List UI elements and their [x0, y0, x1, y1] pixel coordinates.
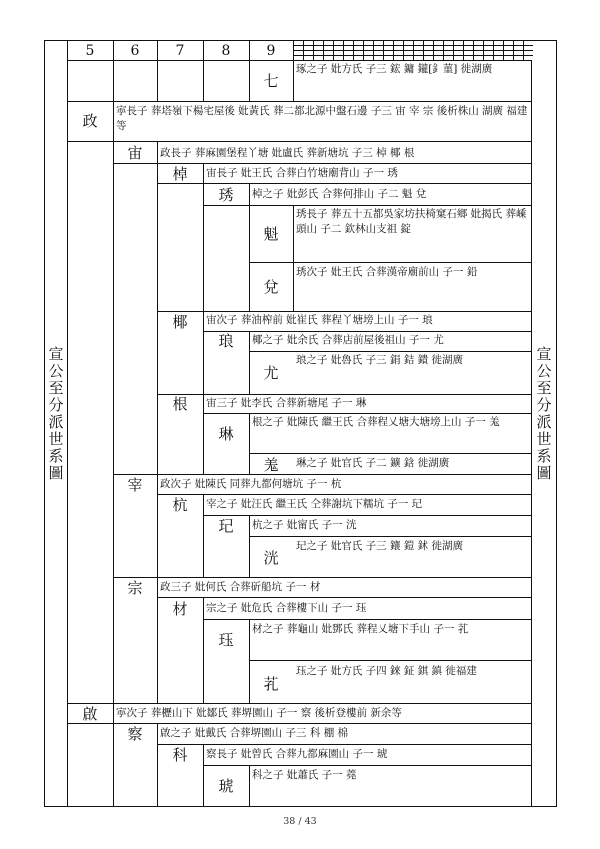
- entry-ye-text: 宙次子 葬油榨前 妣崔氏 葬程丫塘塝上山 子一 琅: [206, 314, 433, 326]
- entry-zhou-text: 政長子 葬麻園堡程丫塘 妣盧氏 葬新塘坑 子三 棹 椰 根: [160, 147, 415, 159]
- side-title-right: 宣 公 至 分 派 世 系 圖: [536, 345, 552, 482]
- name-you: 尤: [263, 364, 279, 382]
- name-cai: 材: [172, 600, 188, 618]
- entry-dui-text: 琇次子 妣王氏 合葬漢帝廟前山 子一 鉛: [296, 266, 478, 278]
- name-hu: 琥: [218, 777, 234, 795]
- name-lang: 琅: [218, 332, 234, 350]
- name-zheng: 政: [82, 112, 98, 130]
- name-qi2: 玘: [218, 517, 234, 535]
- name-kou: 芤: [263, 675, 279, 693]
- entry-jue-text: 材之子 葬龜山 妣鄧氏 葬程乂塘下手山 子一 芤: [252, 623, 469, 635]
- page-number: [0, 816, 600, 827]
- name-lin: 琳: [218, 425, 234, 443]
- entry-hu-text: 科之子 妣蕭氏 子一 蕘: [252, 769, 357, 781]
- entry-you-text: 琅之子 妣魯氏 子三 鋗 銡 鐀 徙湖廣: [296, 354, 464, 366]
- entry-cha-text: 啟之子 妣戴氏 合葬堺園山 子三 科 棚 棉: [160, 727, 349, 739]
- gen-5-label: 5: [85, 43, 95, 59]
- entry-qi2-text: 杭之子 妣甯氏 子一 洸: [252, 519, 357, 531]
- page-current: 38: [283, 816, 296, 827]
- name-dui: 兌: [263, 278, 279, 296]
- gen-6-label: 6: [130, 43, 140, 59]
- name-cha: 察: [127, 725, 143, 743]
- name-zong: 宗: [127, 579, 143, 597]
- side-title-left: 宣 公 至 分 派 世 系 圖: [48, 345, 64, 482]
- name-hang: 杭: [172, 496, 188, 514]
- name-zhou: 宙: [127, 144, 143, 162]
- name-guang: 洸: [263, 549, 279, 567]
- name-qiang: 羗: [263, 456, 279, 474]
- entry-zai-text: 政次子 妣陳氏 同葬九都何塘坑 子一 杭: [160, 478, 342, 490]
- name-qi: 七: [263, 72, 279, 90]
- entry-qiang-text: 琳之子 妣官氏 子二 鑛 鋡 徙湖廣: [296, 457, 450, 469]
- hatched-header-cell: [293, 40, 533, 60]
- entry-ke-text: 察長子 妣曾氏 合葬九都麻園山 子一 琥: [206, 748, 388, 760]
- name-jue: 珏: [218, 631, 234, 649]
- gen-7-label: 7: [175, 43, 185, 59]
- page-separator: /: [298, 816, 302, 827]
- entry-zheng-text: 𡨴長子 葬塔嶺下楊宅屋後 妣黃氏 葬二都北源中盤石邊 子三 宙 宰 宗 後析株山 湖廣 福建等: [116, 105, 528, 132]
- entry-zhuo-text: 宙長子 妣王氏 合葬白竹塘廟背山 子一 琇: [206, 167, 398, 179]
- entry-zong-text: 政三子 妣何氏 合葬斫船坑 子一 材: [160, 581, 321, 593]
- page-total: 43: [304, 816, 317, 827]
- name-kui: 魁: [263, 225, 279, 243]
- entry-gen-text: 宙三子 妣李氏 合葬新塘尾 子一 琳: [206, 397, 367, 409]
- entry-lin-text: 根之子 妣陳氏 繼王氏 合葬程乂塘大塘塝上山 子一 羗: [252, 416, 500, 428]
- entry-guang-text: 玘之子 妣官氏 子三 鑲 鎧 鉥 徙湖廣: [296, 540, 464, 552]
- entry-qi-text: 琢之子 妣方氏 子三 鋐 鏞 鑨[釒菫] 徙湖廣: [296, 63, 493, 75]
- name-ke: 科: [172, 746, 188, 764]
- entry-qi3-text: 𡨴次子 葬櫪山下 妣鄒氏 葬堺園山 子一 察 後析登樓前 新余等: [116, 707, 402, 719]
- gen-8-label: 8: [221, 43, 231, 59]
- entry-kou-text: 珏之子 妣方氏 子四 錸 鉦 錤 鎮 徙福建: [296, 665, 477, 677]
- entry-hang-text: 宰之子 妣汪氏 繼王氏 仝葬謝坑下糯坑 子一 玘: [206, 498, 423, 510]
- name-ye: 椰: [172, 313, 188, 331]
- entry-xiu-text: 棹之子 妣彭氏 合葬何排山 子二 魁 兌: [252, 188, 427, 200]
- name-zai: 宰: [127, 476, 143, 494]
- gen-9-label: 9: [266, 43, 276, 59]
- name-zhuo: 棹: [172, 165, 188, 183]
- entry-kui-text: 琇長子 葬五十五都吳家坊扶椅窠石鄉 妣揭氏 葬嵊頭山 子二 欽林山支祖 錠: [296, 208, 527, 235]
- entry-lang-text: 椰之子 妣余氏 合葬店前屋後祖山 子一 尤: [252, 334, 444, 346]
- name-qi3: 啟: [82, 705, 98, 723]
- name-xiu: 琇: [218, 186, 234, 204]
- entry-cai-text: 宗之子 妣危氏 合葬樓下山 子一 珏: [206, 602, 367, 614]
- name-gen: 根: [172, 395, 188, 413]
